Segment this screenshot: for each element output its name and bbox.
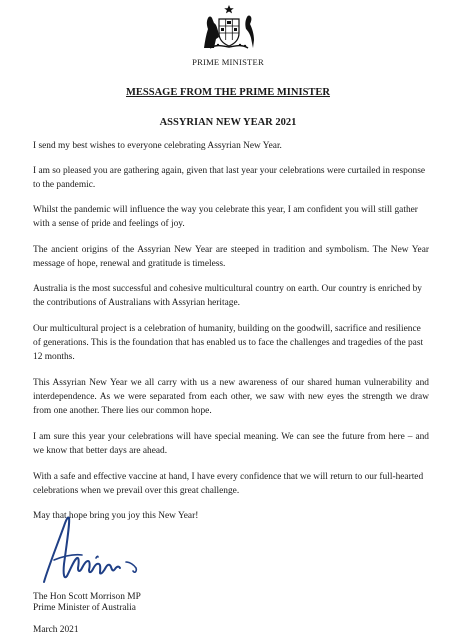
paragraph-1: I send my best wishes to everyone celebrating Assyrian New Year. bbox=[33, 141, 282, 151]
signatory-role: Prime Minister of Australia bbox=[33, 603, 136, 613]
signatory-name: The Hon Scott Morrison MP bbox=[33, 592, 141, 602]
paragraph-7: This Assyrian New Year we all carry with us a new awareness of our shared human vulnerability and interdependence. As we were separated from each other, we saw with new eyes the strength we draw from one another. There lies our common hope. bbox=[33, 378, 429, 416]
letter-date: March 2021 bbox=[33, 625, 79, 635]
paragraph-8: I am sure this year your celebrations will have special meaning. We can see the future from here – and we know that better days are ahead. bbox=[33, 432, 429, 456]
office-label: PRIME MINISTER bbox=[192, 57, 264, 67]
page-title: MESSAGE FROM THE PRIME MINISTER bbox=[126, 87, 330, 98]
paragraph-6: Our multicultural project is a celebration of humanity, building on the goodwill, sacrifice and resilience of generations. This is the foundation that has enabled us to face the challenges and tragedies of the past 12 months. bbox=[33, 324, 424, 362]
paragraph-5: Australia is the most successful and cohesive multicultural country on earth. Our country is enriched by the contributions of Australians with Assyrian heritage. bbox=[33, 284, 422, 308]
page-subtitle: ASSYRIAN NEW YEAR 2021 bbox=[159, 117, 297, 128]
paragraph-4: The ancient origins of the Assyrian New Year are steeped in tradition and symbolism. The New Year message of hope, renewal and gratitude is timeless. bbox=[33, 245, 429, 269]
paragraph-9: With a safe and effective vaccine at hand, I have every confidence that we will return to our full-hearted celebrations when we prevail over this great challenge. bbox=[33, 472, 424, 496]
paragraph-3: Whilst the pandemic will influence the way you celebrate this year, I am confident you will still gather with a sense of pride and feelings of joy. bbox=[33, 205, 418, 229]
coat-of-arms-icon bbox=[198, 4, 260, 50]
paragraph-10: May that hope bring you joy this New Year! bbox=[33, 511, 199, 521]
signature-image bbox=[34, 508, 164, 592]
paragraph-2: I am so pleased you are gathering again, given that last year your celebrations were curtailed in response to the pandemic. bbox=[33, 166, 426, 190]
